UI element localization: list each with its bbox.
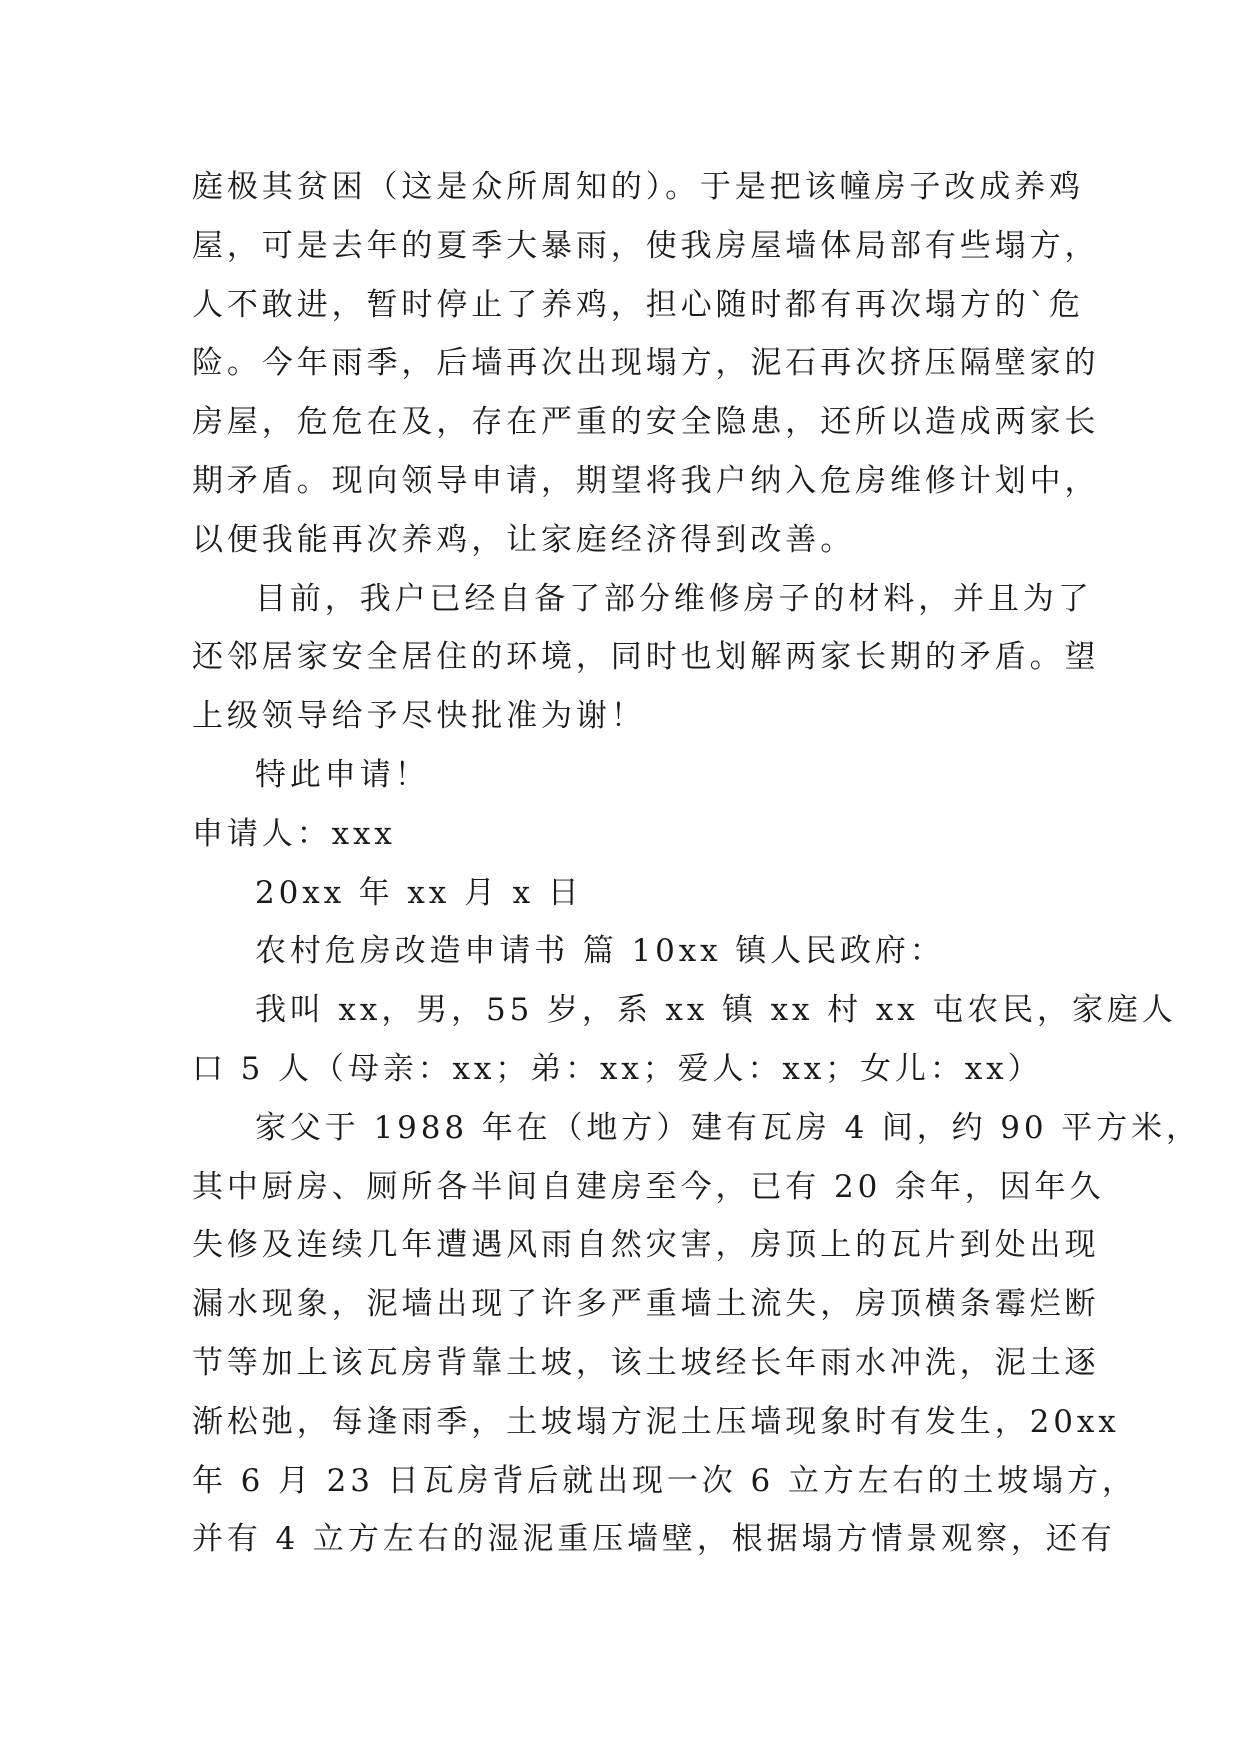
text-line: 节等加上该瓦房背靠土坡，该土坡经长年雨水冲洗，泥土逐: [192, 1344, 1100, 1381]
text-line: 险。今年雨季，后墙再次出现塌方，泥石再次挤压隔壁家的: [192, 345, 1100, 382]
text-line: 申请人：xxx: [192, 815, 396, 852]
text-line: 庭极其贫困（这是众所周知的）。于是把该幢房子改成养鸡: [192, 169, 1084, 205]
text-line: 并有 4 立方左右的湿泥重压墙壁，根据塌方情景观察，还有: [192, 1521, 1116, 1558]
text-line: 以便我能再次养鸡，让家庭经济得到改善。: [192, 521, 856, 558]
text-line: 其中厨房、厕所各半间自建房至今，已有 20 余年，因年久: [192, 1168, 1105, 1205]
text-line: 人不敢进，暂时停止了养鸡，担心随时都有再次塌方的`危: [192, 286, 1084, 323]
text-line: 特此申请！: [255, 756, 430, 793]
text-line: 屋，可是去年的夏季大暴雨，使我房屋墙体局部有些塌方，: [192, 227, 1100, 264]
text-line: 渐松弛，每逢雨季，土坡塌方泥土压墙现象时有发生，20xx: [192, 1403, 1120, 1440]
document-body: [192, 158, 1201, 1569]
text-line: 农村危房改造申请书 篇 10xx 镇人民政府：: [255, 933, 945, 970]
text-line: 口 5 人（母亲：xx；弟：xx；爱人：xx；女儿：xx）: [192, 1050, 1043, 1087]
text-line: 房屋，危危在及，存在严重的安全隐患，还所以造成两家长: [192, 404, 1100, 441]
text-line: 我叫 xx，男，55 岁，系 xx 镇 xx 村 xx 屯农民，家庭人: [255, 992, 1177, 1029]
text-line: 期矛盾。现向领导申请，期望将我户纳入危房维修计划中，: [192, 462, 1100, 499]
text-line: 目前，我户已经自备了部分维修房子的材料，并且为了: [255, 580, 1093, 617]
text-line: 上级领导给予尽快批准为谢！: [192, 698, 646, 735]
text-line: 漏水现象，泥墙出现了许多严重墙土流失，房顶横条霉烂断: [192, 1286, 1100, 1323]
text-line: 失修及连续几年遭遇风雨自然灾害，房顶上的瓦片到处出现: [192, 1227, 1100, 1264]
text-line: 年 6 月 23 日瓦房背后就出现一次 6 立方左右的土坡塌方，: [192, 1462, 1137, 1499]
text-line: 还邻居家安全居住的环境，同时也划解两家长期的矛盾。望: [192, 639, 1100, 676]
text-line: 20xx 年 xx 月 x 日: [255, 874, 583, 911]
text-line: 家父于 1988 年在（地方）建有瓦房 4 间，约 90 平方米，: [255, 1109, 1201, 1146]
